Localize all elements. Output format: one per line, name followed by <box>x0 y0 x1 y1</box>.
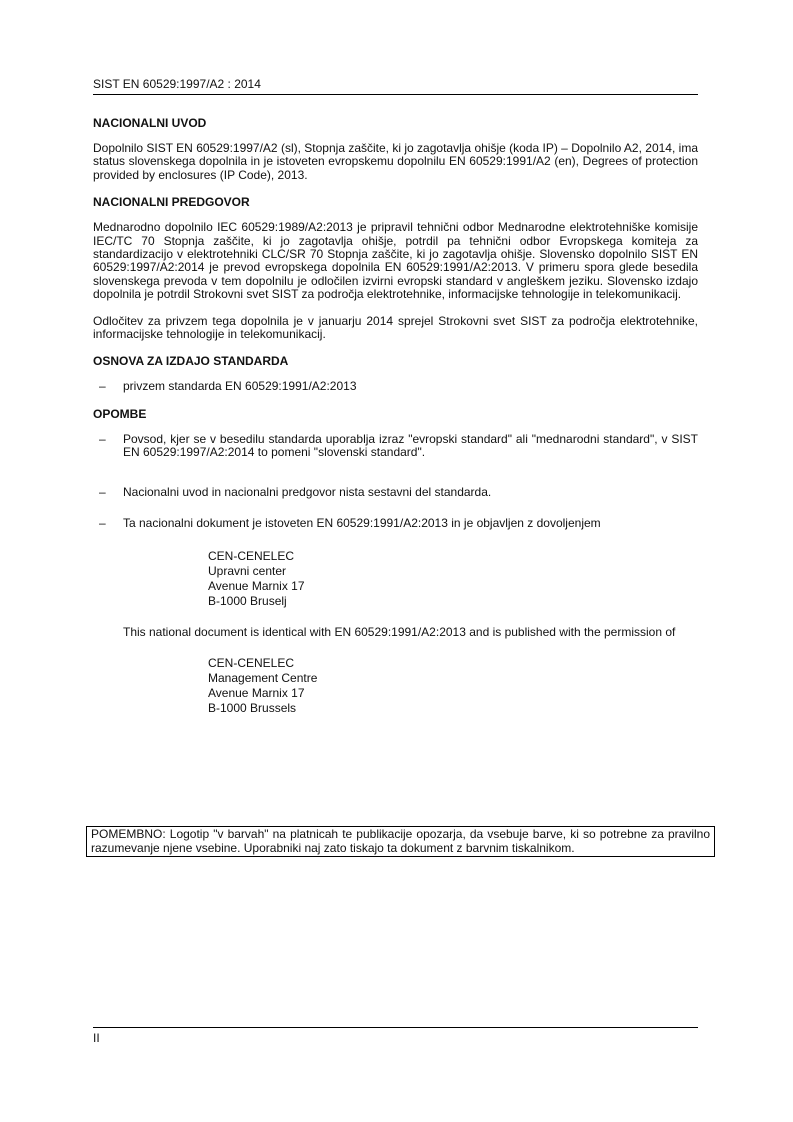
dash-bullet: – <box>99 431 106 446</box>
document-code-header: SIST EN 60529:1997/A2 : 2014 <box>93 77 261 91</box>
address-slovenian <box>93 549 698 609</box>
predgovor-paragraph-1: Mednarodno dopolnilo IEC 60529:1989/A2:2013 je pripravil tehnični odbor Mednarodne elektrotehniške komisije IEC/TC 70 Stopnja zaščite, ki jo zagotavlja ohišje, potrdil pa tehnični odbor Evropskega komiteja za standardizacijo v elektrotehniki CLC/SR 70 Stopnja zaščite, ki jo zagotavlja ohišje. Slovensko dopolnilo SIST EN 60529:1997/A2:2014 je prevod evropskega dopolnila EN 60529:1991/A2:2013. V primeru spora glede besedila slovenskega prevoda v tem dopolnilu je odločilen izvirni evropski standard v angleškem jeziku. Slovensko izdajo dopolnila je potrdil Strokovni svet SIST za področja elektrotehnike, informacijske tehnologije in telekomunikacij. <box>93 220 698 302</box>
opombe-list-item-2 <box>93 486 698 499</box>
opombe-list-item-3 <box>93 517 698 530</box>
osnova-item-text: privzem standarda EN 60529:1991/A2:2013 <box>123 379 357 394</box>
opombe-item-3-text: Ta nacionalni dokument je istoveten EN 60529:1991/A2:2013 in je objavljen z dovoljenjem <box>123 516 601 531</box>
address-line: Upravni center <box>208 563 287 578</box>
nacionalni-predgovor-heading: NACIONALNI PREDGOVOR <box>93 195 250 210</box>
header-rule <box>93 94 698 95</box>
address-line: Avenue Marnix 17 <box>208 578 305 593</box>
address-line: CEN-CENELEC <box>208 548 295 563</box>
osnova-list-item <box>93 380 698 393</box>
address-line: B-1000 Brussels <box>208 700 297 715</box>
dash-bullet: – <box>99 379 106 394</box>
dash-bullet: – <box>99 516 106 531</box>
page-body <box>93 106 698 716</box>
page-number: II <box>93 1031 100 1045</box>
address-line: Management Centre <box>208 670 318 685</box>
english-permission-note: This national document is identical with EN 60529:1991/A2:2013 and is published with the permission of <box>123 624 676 639</box>
footer-rule <box>93 1027 698 1028</box>
predgovor-paragraph-2: Odločitev za privzem tega dopolnila je v januarju 2014 sprejel Strokovni svet SIST za področja elektrotehnike, informacijske tehnologije in telekomunikacij. <box>93 313 698 342</box>
opombe-list-item-1 <box>93 433 698 460</box>
nacionalni-uvod-text: Dopolnilo SIST EN 60529:1997/A2 (sl), Stopnja zaščite, ki jo zagotavlja ohišje (koda IP) – Dopolnilo A2, 2014, ima status slovenskega dopolnila in je istoveten evropskemu dopolnilu EN 60529:1991/A2 (en), Degrees of protection provided by enclosures (IP Code), 2013. <box>93 141 698 182</box>
dash-bullet: – <box>99 484 106 499</box>
opombe-item-2-text: Nacionalni uvod in nacionalni predgovor nista sestavni del standarda. <box>123 484 492 499</box>
address-line: Avenue Marnix 17 <box>208 685 305 700</box>
opombe-heading: OPOMBE <box>93 406 147 421</box>
address-line: CEN-CENELEC <box>208 655 295 670</box>
opombe-item-1-text: Povsod, kjer se v besedilu standarda uporablja izraz "evropski standard" ali "mednarodni standard", v SIST EN 60529:1997/A2:2014 to pomeni "slovenski standard". <box>123 431 698 460</box>
address-english <box>93 656 698 716</box>
osnova-heading: OSNOVA ZA IZDAJO STANDARDA <box>93 354 289 369</box>
address-line: B-1000 Bruselj <box>208 593 287 608</box>
nacionalni-uvod-heading: NACIONALNI UVOD <box>93 116 207 130</box>
color-print-notice-box: POMEMBNO: Logotip "v barvah" na platnicah te publikacije opozarja, da vsebuje barve, ki so potrebne za pravilno razumevanje njene vsebine. Uporabniki naj zato tiskajo ta dokument z barvnim tiskalnikom. <box>86 826 715 857</box>
